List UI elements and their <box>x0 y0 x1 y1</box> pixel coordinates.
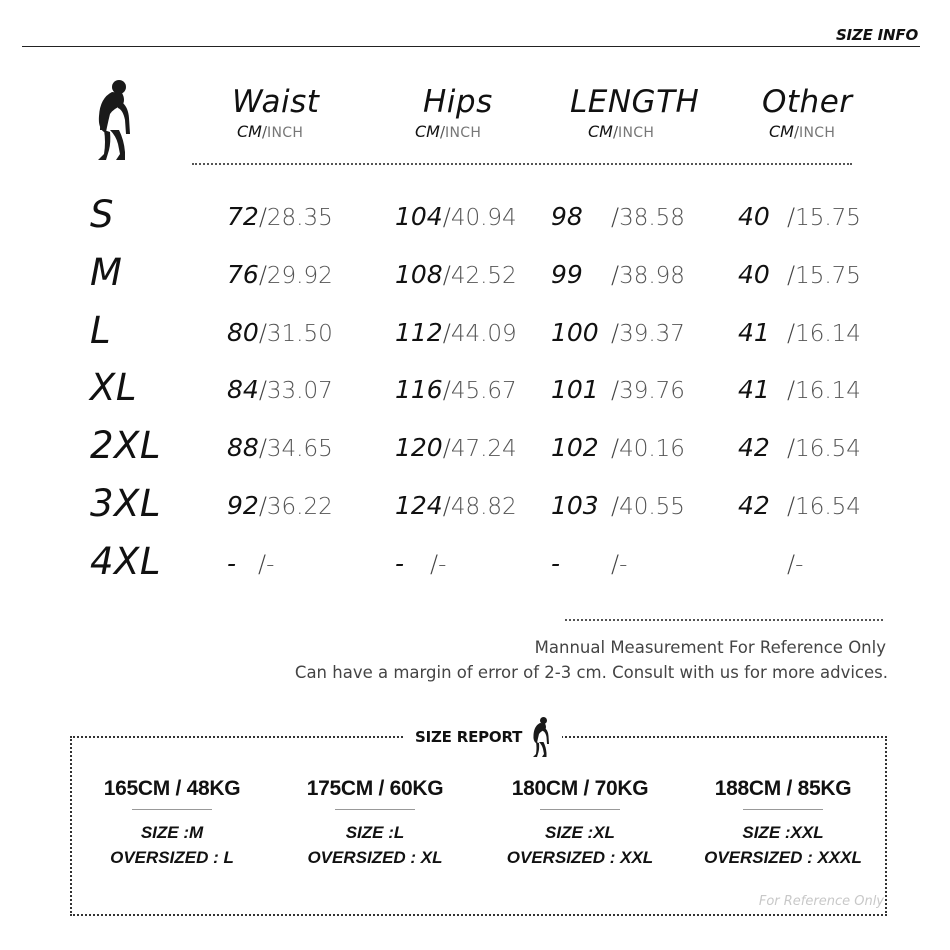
table-cell: 120/47.24 <box>395 433 517 462</box>
size-label: 4XL <box>90 540 162 583</box>
table-cell: 101 <box>551 375 599 404</box>
table-cell: - <box>551 549 561 578</box>
recommended-size: SIZE :XL <box>545 823 615 842</box>
table-cell: 99 <box>551 260 583 289</box>
reference-only-note: For Reference Only <box>758 894 884 909</box>
table-cell: 116/45.67 <box>395 375 517 404</box>
size-info-label: SIZE INFO <box>835 26 918 44</box>
table-cell-inch: /- <box>611 550 628 578</box>
size-label: XL <box>90 366 137 409</box>
table-cell: 102 <box>551 433 599 462</box>
table-cell-inch: /15.75 <box>787 203 861 231</box>
table-cell-inch: /16.14 <box>787 376 861 404</box>
column-title: Hips <box>423 84 493 120</box>
table-cell-inch: /16.14 <box>787 319 861 347</box>
table-cell: 104/40.94 <box>395 202 517 231</box>
table-cell: 42 <box>738 433 770 462</box>
table-cell: 98 <box>551 202 583 231</box>
column-unit: CM/INCH <box>237 122 304 141</box>
table-cell-inch: /16.54 <box>787 434 861 462</box>
size-report-title: SIZE REPORT <box>415 728 523 746</box>
table-cell: 80/31.50 <box>227 318 333 347</box>
table-cell: 41 <box>738 375 770 404</box>
table-cell: 103 <box>551 491 599 520</box>
table-cell-inch: /15.75 <box>787 261 861 289</box>
size-report-entry <box>480 777 680 870</box>
entry-divider <box>335 809 415 810</box>
size-label: L <box>90 309 112 352</box>
table-cell: 42 <box>738 491 770 520</box>
oversized-size: OVERSIZED : L <box>110 848 234 867</box>
oversized-size: OVERSIZED : XXXL <box>704 848 862 867</box>
margin-note: Can have a margin of error of 2-3 cm. Consult with us for more advices. <box>294 663 888 682</box>
table-cell: 76/29.92 <box>227 260 333 289</box>
measurement-note: Mannual Measurement For Reference Only <box>534 638 886 657</box>
table-cell: - /- <box>395 549 447 578</box>
column-unit: CM/INCH <box>415 122 482 141</box>
entry-divider <box>743 809 823 810</box>
size-label: M <box>90 251 123 294</box>
table-cell-inch: /39.76 <box>611 376 685 404</box>
column-title: Waist <box>232 84 320 120</box>
table-cell: 84/33.07 <box>227 375 333 404</box>
size-report-entry <box>275 777 475 870</box>
top-divider <box>22 46 920 47</box>
entry-divider <box>540 809 620 810</box>
entry-divider <box>132 809 212 810</box>
column-unit: CM/INCH <box>588 122 655 141</box>
table-cell: 124/48.82 <box>395 491 517 520</box>
column-header-length <box>570 84 699 141</box>
size-report-entry <box>72 777 272 870</box>
column-unit: CM/INCH <box>769 122 836 141</box>
oversized-size: OVERSIZED : XXL <box>506 848 654 867</box>
column-header-other <box>762 84 853 141</box>
recommended-size: SIZE :M <box>140 823 204 842</box>
table-cell: 72/28.35 <box>227 202 333 231</box>
table-cell: 88/34.65 <box>227 433 333 462</box>
table-cell: 40 <box>738 202 770 231</box>
notes-dotted-divider <box>565 619 883 621</box>
column-title: LENGTH <box>570 84 700 120</box>
size-report-entry <box>683 777 883 870</box>
size-label: 2XL <box>90 424 162 467</box>
table-cell: 92/36.22 <box>227 491 333 520</box>
table-cell-inch: /39.37 <box>611 319 685 347</box>
table-cell: 41 <box>738 318 770 347</box>
table-cell: 112/44.09 <box>395 318 517 347</box>
size-label: S <box>90 193 114 236</box>
height-weight: 165CM / 48KG <box>103 777 241 800</box>
size-label: 3XL <box>90 482 162 525</box>
table-cell-inch: /38.58 <box>611 203 685 231</box>
height-weight: 175CM / 60KG <box>306 777 444 800</box>
recommended-size: SIZE :L <box>345 823 405 842</box>
table-cell-inch: /40.55 <box>611 492 685 520</box>
ape-figure-icon <box>530 716 552 758</box>
table-cell-inch: /- <box>787 550 804 578</box>
recommended-size: SIZE :XXL <box>742 823 824 842</box>
column-header-hips <box>415 84 493 141</box>
header-dotted-divider <box>192 163 852 165</box>
size-report-header <box>405 720 562 754</box>
table-cell: 40 <box>738 260 770 289</box>
height-weight: 180CM / 70KG <box>511 777 649 800</box>
column-title: Other <box>762 84 853 120</box>
oversized-size: OVERSIZED : XL <box>307 848 443 867</box>
table-cell: - /- <box>227 549 275 578</box>
table-cell-inch: /16.54 <box>787 492 861 520</box>
table-cell: 108/42.52 <box>395 260 517 289</box>
height-weight: 188CM / 85KG <box>714 777 852 800</box>
table-cell-inch: /40.16 <box>611 434 685 462</box>
ape-figure-icon <box>92 78 136 162</box>
table-cell: 100 <box>551 318 599 347</box>
column-header-waist <box>232 84 319 141</box>
table-cell-inch: /38.98 <box>611 261 685 289</box>
